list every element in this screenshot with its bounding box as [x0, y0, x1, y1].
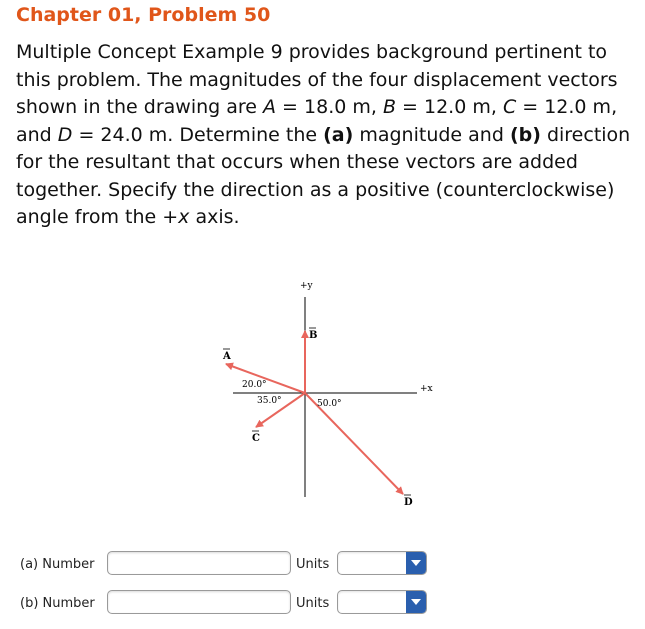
answer-b-number-input[interactable] [107, 590, 291, 614]
problem-text: = 12.0 m, and [16, 96, 618, 146]
answer-b-units-label: Units [296, 596, 330, 611]
angle-a-label: 20.0° [242, 380, 267, 390]
variable-d: D [57, 123, 73, 146]
chevron-down-icon[interactable] [406, 591, 426, 613]
part-b-label: (b) [509, 123, 541, 146]
y-axis-label: +y [300, 281, 313, 291]
vector-d-label: D [404, 497, 413, 508]
problem-text: direction for the resultant that occurs when these vectors are added together. Specify the direction as a positive (counterclockwise) angle from the + [16, 123, 631, 228]
problem-text: = 18.0 m, [276, 96, 383, 118]
x-axis-label: +x [420, 384, 433, 394]
answer-b-units-select[interactable] [337, 590, 427, 614]
angle-c-label: 35.0° [257, 396, 282, 406]
vector-a-label: A [223, 351, 231, 362]
variable-b: B [382, 96, 396, 118]
problem-text: axis. [189, 206, 240, 228]
vector-b-label: B [309, 330, 318, 341]
problem-title: Chapter 01, Problem 50 [16, 4, 271, 26]
vector-c-label: C [252, 433, 260, 444]
problem-statement [16, 39, 636, 232]
variable-c: C [502, 96, 517, 118]
problem-text: magnitude and [353, 123, 510, 146]
angle-d-label: 50.0° [317, 399, 342, 409]
vector-diagram-svg [205, 275, 445, 515]
answer-a-label: (a) Number [20, 557, 95, 572]
answer-a-units-select[interactable] [337, 551, 427, 575]
chevron-down-icon[interactable] [406, 552, 426, 574]
part-a-label: (a) [323, 123, 354, 146]
problem-text: Multiple Concept Example 9 provides background pertinent to this problem. The magnitudes of the four displacement vectors shown in the drawing are [16, 41, 618, 118]
answer-a-units-label: Units [296, 557, 330, 572]
variable-a: A [263, 96, 277, 118]
answer-b-label: (b) Number [20, 596, 95, 611]
answer-a-number-input[interactable] [107, 551, 291, 575]
problem-text: = 12.0 m, [396, 96, 503, 118]
problem-text: = 24.0 m. Determine the [72, 123, 324, 146]
variable-x: x [178, 206, 190, 228]
vector-diagram [205, 275, 445, 519]
